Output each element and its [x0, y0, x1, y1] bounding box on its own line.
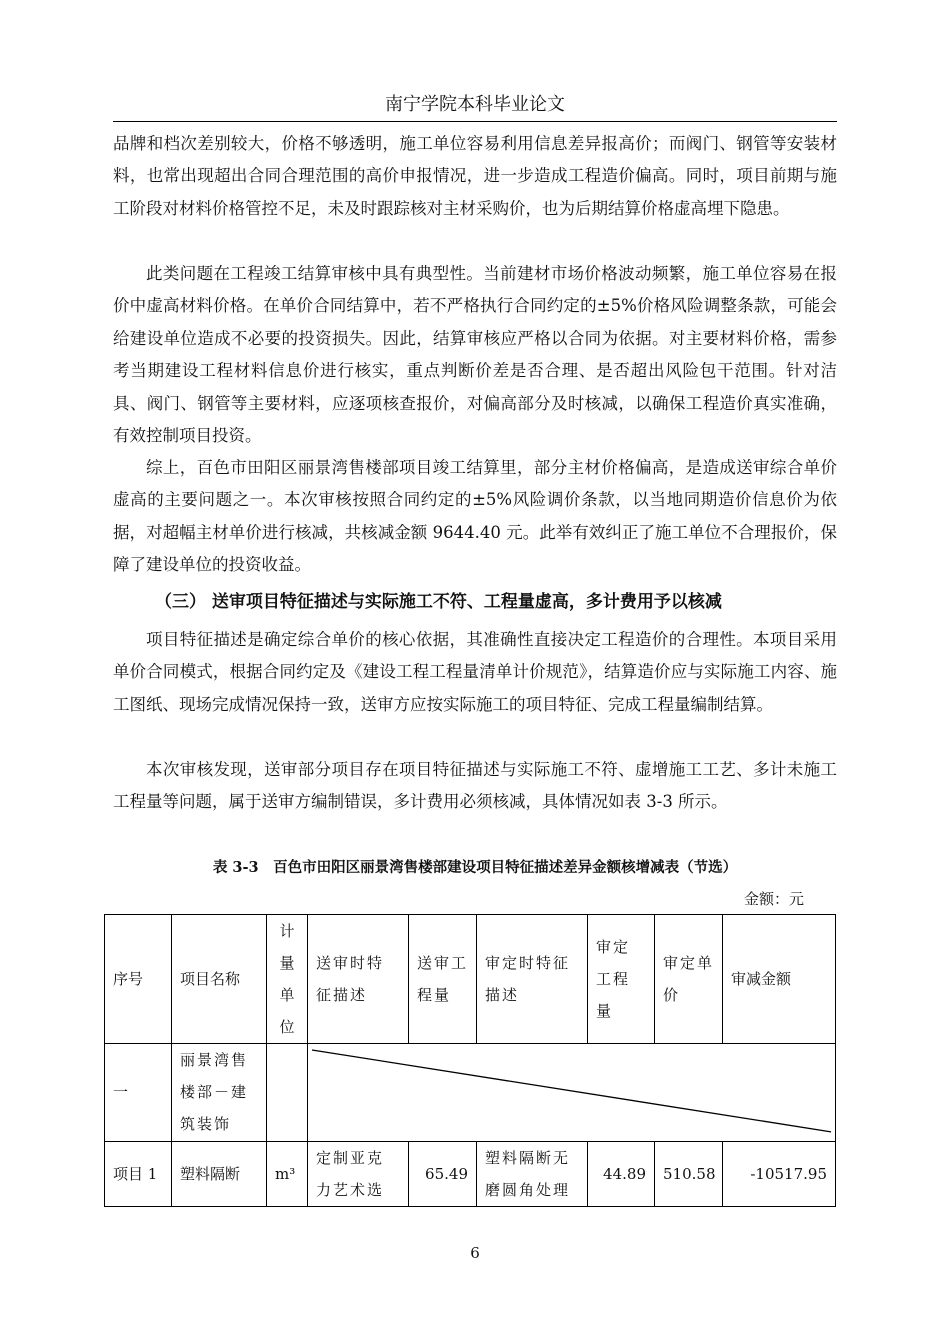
table-header-row	[105, 915, 836, 1044]
header-audited-desc: 审定时特征描述	[477, 915, 588, 1044]
row-submitted-desc: 定制亚克力艺术选	[308, 1141, 409, 1206]
paragraph-5: 本次审核发现，送审部分项目存在项目特征描述与实际施工不符、虚增施工工艺、多计未施工工程量等问题，属于送审方编制错误，多计费用必须核减，具体情况如表 3-3 所示。	[113, 760, 837, 812]
table-caption: 表 3-3 百色市田阳区丽景湾售楼部建设项目特征描述差异金额核增减表（节选）	[212, 859, 738, 876]
group-seq: 一	[105, 1044, 172, 1142]
table-unit-note: 金额：元	[743, 890, 804, 908]
row-reduction: -10517.95	[723, 1141, 836, 1206]
header-seq: 序号	[105, 915, 172, 1044]
paragraph-2: 此类问题在工程竣工结算审核中具有典型性。当前建材市场价格波动频繁，施工单位容易在报价中虚高材料价格。在单价合同结算中，若不严格执行合同约定的±5%价格风险调整条款，可能会给建设单位造成不必要的投资损失。因此，结算审核应严格以合同为依据。对主要材料价格，需参考当期建设工程材料信息价进行核实，重点判断价差是否合理、是否超出风险包干范围。针对洁具、阀门、钢管等主要材料，应逐项核查报价，对偏高部分及时核减，以确保工程造价真实准确，有效控制项目投资。	[113, 264, 837, 446]
paragraph-1: 品牌和档次差别较大，价格不够透明，施工单位容易利用信息差异报高价；而阀门、钢管等安装材料，也常出现超出合同合理范围的高价申报情况，进一步造成工程造价偏高。同时，项目前期与施工阶段对材料价格管控不足，未及时跟踪核对主材采购价，也为后期结算价格虚高埋下隐患。	[113, 134, 837, 218]
paragraph-3: 综上，百色市田阳区丽景湾售楼部项目竣工结算里，部分主材价格偏高，是造成送审综合单价虚高的主要问题之一。本次审核按照合同约定的±5%风险调价条款，以当地同期造价信息价为依据，对超幅主材单价进行核减，共核减金额 9644.40 元。此举有效纠正了施工单位不合理报价，保障了建设单位的投资收益。	[113, 458, 837, 575]
header-submitted-desc: 送审时特征描述	[308, 915, 409, 1044]
diagonal-slash-cell	[308, 1044, 836, 1142]
header-reduction: 审减金额	[723, 915, 836, 1044]
row-name: 塑料隔断	[172, 1141, 267, 1206]
row-audited-qty: 44.89	[588, 1141, 655, 1206]
header-unit: 计 量 单 位	[267, 915, 308, 1044]
row-audited-price: 510.58	[655, 1141, 723, 1206]
table-group-row	[105, 1044, 836, 1142]
header-audited-price: 审定单价	[655, 915, 723, 1044]
row-audited-desc: 塑料隔断无磨圆角处理	[477, 1141, 588, 1206]
group-name: 丽景湾售楼部－建筑装饰	[172, 1044, 267, 1142]
header-submitted-qty: 送审工程量	[409, 915, 477, 1044]
row-seq: 项目 1	[105, 1141, 172, 1206]
paragraph-4: 项目特征描述是确定综合单价的核心依据，其准确性直接决定工程造价的合理性。本项目采用单价合同模式，根据合同约定及《建设工程工程量清单计价规范》，结算造价应与实际施工内容、施工图纸、现场完成情况保持一致，送审方应按实际施工的项目特征、完成工程量编制结算。	[113, 630, 837, 714]
row-submitted-qty: 65.49	[409, 1141, 477, 1206]
header-name: 项目名称	[172, 915, 267, 1044]
row-unit: m³	[267, 1141, 308, 1206]
running-header: 南宁学院本科毕业论文	[385, 94, 565, 115]
audit-table	[104, 914, 836, 1207]
header-rule	[113, 121, 837, 122]
diagonal-slash	[308, 1044, 835, 1141]
table-row	[105, 1141, 836, 1206]
header-audited-qty: 审定工程量	[588, 915, 655, 1044]
page-number: 6	[470, 1244, 480, 1262]
section-title: （三） 送审项目特征描述与实际施工不符、工程量虚高，多计费用予以核减	[155, 592, 722, 612]
group-unit-empty	[267, 1044, 308, 1142]
